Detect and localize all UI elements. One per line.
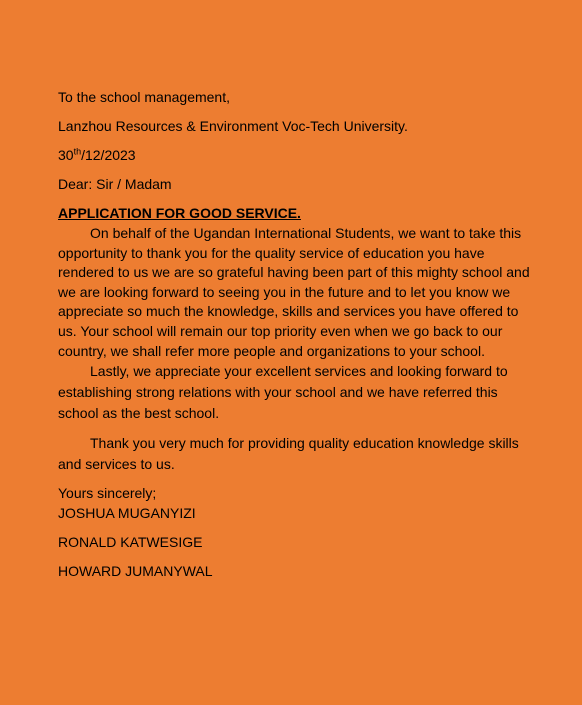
closing: Yours sincerely; <box>58 485 157 502</box>
date-rest: /12/2023 <box>81 147 136 163</box>
date-day: 30 <box>58 147 74 163</box>
body-paragraph-1: On behalf of the Ugandan International Students, we want to take this opportunity to thank you for the quality service of education you have rendered to us we are so grateful having been part of this mighty school and we are looking forward to seeing you in the future and to let you know we appreciate so much the knowledge, skills and services you have offered to us. Your school will remain our top priority even when we go back to our country, we shall refer more people and organizations to your school. <box>58 225 530 359</box>
date-line <box>58 145 530 165</box>
recipient-line: To the school management, <box>58 89 230 105</box>
body-paragraph-3: Thank you very much for providing quality education knowledge skills and services to us. <box>58 435 519 473</box>
signatory-1: JOSHUA MUGANYIZI <box>58 505 196 522</box>
institution-line: Lanzhou Resources & Environment Voc-Tech University. <box>58 118 408 134</box>
salutation: Dear: Sir / Madam <box>58 176 172 192</box>
date-suffix: th <box>73 146 82 157</box>
letter <box>58 87 530 581</box>
signatory-2: RONALD KATWESIGE <box>58 534 203 551</box>
signatory-3: HOWARD JUMANYWAL <box>58 563 213 580</box>
body-paragraph-2: Lastly, we appreciate your excellent services and looking forward to establishing strong relations with your school and we have referred this school as the best school. <box>58 363 508 422</box>
subject-heading: APPLICATION FOR GOOD SERVICE. <box>58 205 301 221</box>
